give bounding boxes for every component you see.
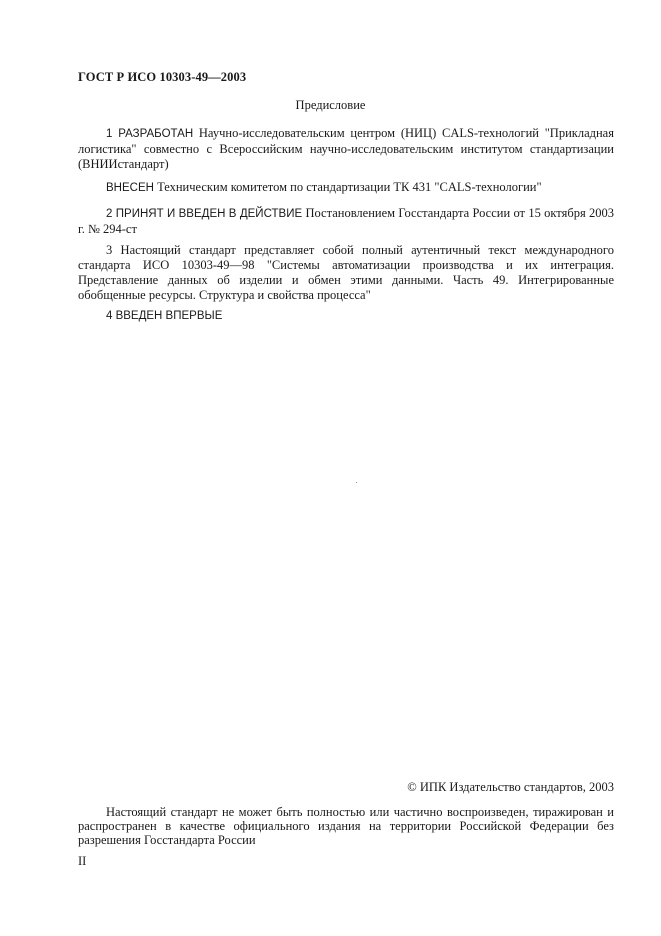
document-id: ГОСТ Р ИСО 10303-49—2003 — [78, 70, 247, 84]
reproduction-notice-text: Настоящий стандарт не может быть полностью или частично воспроизведен, тиражирован и распространен в качестве официального издания на территории Российской Федерации без разрешения Госстандарта России — [78, 805, 614, 847]
item-developed — [78, 126, 614, 172]
item-first-introduced-prefix: 4 ВВЕДЕН ВПЕРВЫЕ — [106, 310, 223, 322]
item-adopted — [78, 206, 614, 237]
page-number: II — [78, 854, 87, 868]
item-introduced-prefix: ВНЕСЕН — [106, 182, 154, 194]
section-title: Предисловие — [295, 98, 366, 112]
copyright-line: © ИПК Издательство стандартов, 2003 — [407, 780, 614, 794]
item-authentic-text — [78, 243, 614, 303]
item-authentic-text-body: 3 Настоящий стандарт представляет собой полный аутентичный текст международного стандарта ИСО 10303-49—98 "Системы автоматизации производства и их интеграция. Представление данных об изделии и обмен этими данными. Часть 49. Интегрированные обобщенные ресурсы. Структура и свойства процесса" — [78, 243, 614, 302]
reproduction-notice — [78, 805, 614, 847]
scan-speck — [356, 482, 357, 483]
item-first-introduced — [78, 308, 614, 324]
item-adopted-text: Постановлением Госстандарта России от 15 октября 2003 г. № 294-ст — [78, 206, 615, 236]
item-developed-prefix: 1 РАЗРАБОТАН — [106, 128, 194, 140]
item-introduced — [78, 180, 614, 196]
item-introduced-text: Техническим комитетом по стандартизации ТК 431 "CALS-технологии" — [153, 180, 542, 194]
item-developed-text: Научно-исследовательским центром (НИЦ) CALS-технологий "Прикладная логистика" совместно с Всероссийским научно-исследовательским институтом стандартизации (ВНИИстандарт) — [78, 126, 614, 171]
item-adopted-prefix: 2 ПРИНЯТ И ВВЕДЕН В ДЕЙСТВИЕ — [106, 208, 303, 220]
